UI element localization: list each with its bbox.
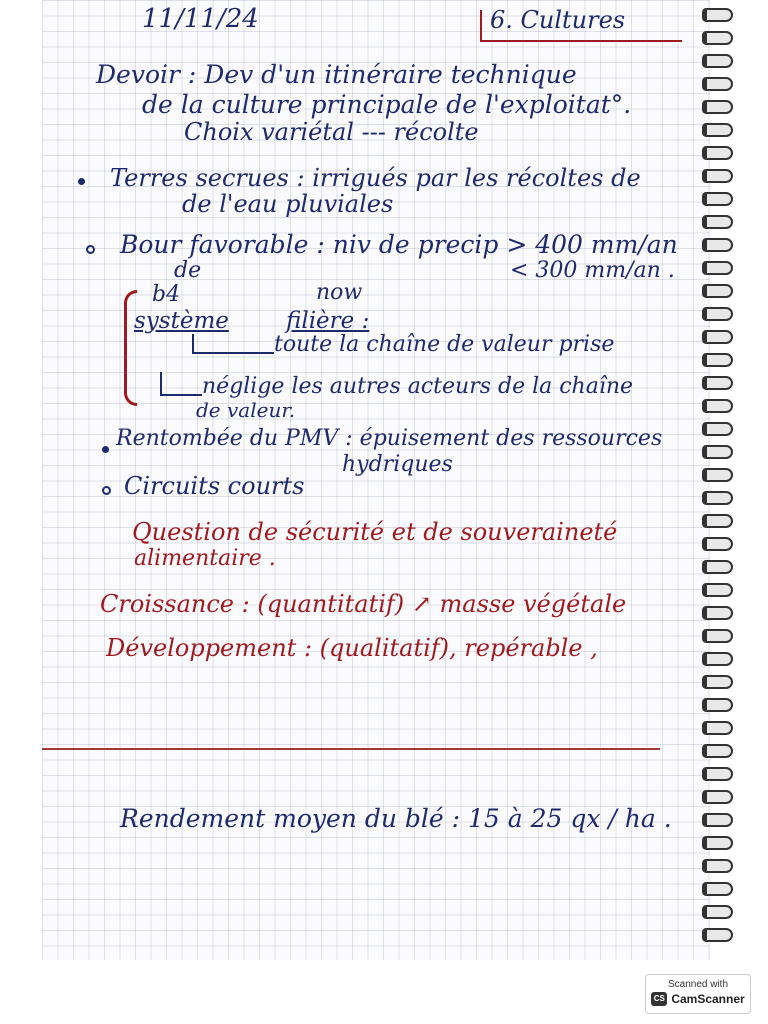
chapter-underline bbox=[482, 40, 682, 42]
spiral-ring bbox=[702, 445, 733, 459]
filiere-arrow bbox=[192, 334, 274, 354]
spiral-ring bbox=[702, 422, 733, 436]
spiral-ring bbox=[702, 629, 733, 643]
spiral-ring bbox=[702, 675, 733, 689]
filiere-label: filière : bbox=[286, 308, 370, 334]
item-3-line-2: hydriques bbox=[342, 452, 453, 477]
spiral-ring bbox=[702, 399, 733, 413]
spiral-ring bbox=[702, 77, 733, 91]
croissance-line: Croissance : (quantitatif) ↗ masse végétale bbox=[100, 590, 627, 618]
spiral-ring bbox=[702, 468, 733, 482]
item-4-line-1: Circuits courts bbox=[124, 472, 305, 500]
spiral-ring bbox=[702, 560, 733, 574]
watermark-top: Scanned with bbox=[667, 979, 729, 990]
spiral-ring bbox=[702, 813, 733, 827]
devoir-line-1: Devoir : Dev d'un itinéraire technique bbox=[96, 60, 577, 89]
devoir-line-2: de la culture principale de l'exploitat°. bbox=[142, 90, 632, 119]
date: 11/11/24 bbox=[142, 4, 259, 34]
chapter-bar bbox=[480, 10, 482, 42]
devoir-line-3: Choix variétal --- récolte bbox=[184, 118, 479, 146]
spiral-ring bbox=[702, 261, 733, 275]
spiral-ring bbox=[702, 31, 733, 45]
spiral-ring bbox=[702, 376, 733, 390]
camscanner-logo-icon: CS bbox=[651, 992, 667, 1006]
item-1-line-1: Terres secrues : irrigués par les récoltes de bbox=[110, 164, 641, 192]
spiral-ring bbox=[702, 192, 733, 206]
watermark-brand: CamScanner bbox=[671, 992, 745, 1006]
spiral-ring bbox=[702, 537, 733, 551]
item-3-line-1: Rentombée du PMV : épuisement des ressources bbox=[116, 426, 663, 451]
spiral-ring bbox=[702, 169, 733, 183]
spiral-ring bbox=[702, 54, 733, 68]
bullet-dot bbox=[102, 446, 109, 453]
question-line-2: alimentaire . bbox=[134, 546, 276, 571]
bullet-circle bbox=[86, 245, 95, 254]
spiral-ring bbox=[702, 146, 733, 160]
spiral-ring bbox=[702, 583, 733, 597]
spiral-ring bbox=[702, 514, 733, 528]
spiral-ring bbox=[702, 928, 733, 942]
spiral-ring bbox=[702, 606, 733, 620]
spiral-ring bbox=[702, 859, 733, 873]
spiral-ring bbox=[702, 882, 733, 896]
spiral-ring bbox=[702, 238, 733, 252]
item-2-line-3: < 300 mm/an . bbox=[510, 258, 675, 283]
item-2-line-1: Bour favorable : niv de precip > 400 mm/an bbox=[120, 230, 678, 259]
bullet-dot bbox=[78, 178, 85, 185]
systeme-note-1: néglige les autres acteurs de la chaîne bbox=[202, 374, 634, 399]
b4-label: b4 bbox=[152, 282, 181, 307]
systeme-arrow bbox=[160, 372, 202, 396]
spiral-binding bbox=[702, 8, 732, 958]
chapter-title: 6. Cultures bbox=[490, 6, 626, 34]
now-label: now bbox=[316, 280, 363, 305]
spiral-ring bbox=[702, 790, 733, 804]
spiral-ring bbox=[702, 744, 733, 758]
spiral-ring bbox=[702, 652, 733, 666]
bullet-circle bbox=[102, 486, 111, 495]
spiral-ring bbox=[702, 767, 733, 781]
spiral-ring bbox=[702, 100, 733, 114]
spiral-ring bbox=[702, 330, 733, 344]
spiral-ring bbox=[702, 284, 733, 298]
systeme-label: système bbox=[134, 308, 229, 334]
spiral-ring bbox=[702, 8, 733, 22]
spiral-ring bbox=[702, 307, 733, 321]
rendement-line: Rendement moyen du blé : 15 à 25 qx / ha . bbox=[120, 804, 672, 833]
systeme-note-2: de valeur. bbox=[196, 398, 296, 422]
spiral-ring bbox=[702, 721, 733, 735]
item-2-line-2: de bbox=[174, 258, 202, 283]
spiral-ring bbox=[702, 123, 733, 137]
spiral-ring bbox=[702, 491, 733, 505]
spiral-ring bbox=[702, 905, 733, 919]
notebook-page bbox=[42, 0, 710, 960]
separator-line bbox=[42, 748, 660, 750]
spiral-ring bbox=[702, 698, 733, 712]
spiral-ring bbox=[702, 215, 733, 229]
camscanner-watermark bbox=[645, 974, 751, 1014]
item-1-line-2: de l'eau pluviales bbox=[182, 190, 394, 218]
spiral-ring bbox=[702, 836, 733, 850]
question-line-1: Question de sécurité et de souveraineté bbox=[132, 518, 618, 546]
spiral-ring bbox=[702, 353, 733, 367]
filiere-note: toute la chaîne de valeur prise bbox=[274, 332, 615, 357]
developpement-line: Développement : (qualitatif), repérable , bbox=[106, 634, 598, 662]
